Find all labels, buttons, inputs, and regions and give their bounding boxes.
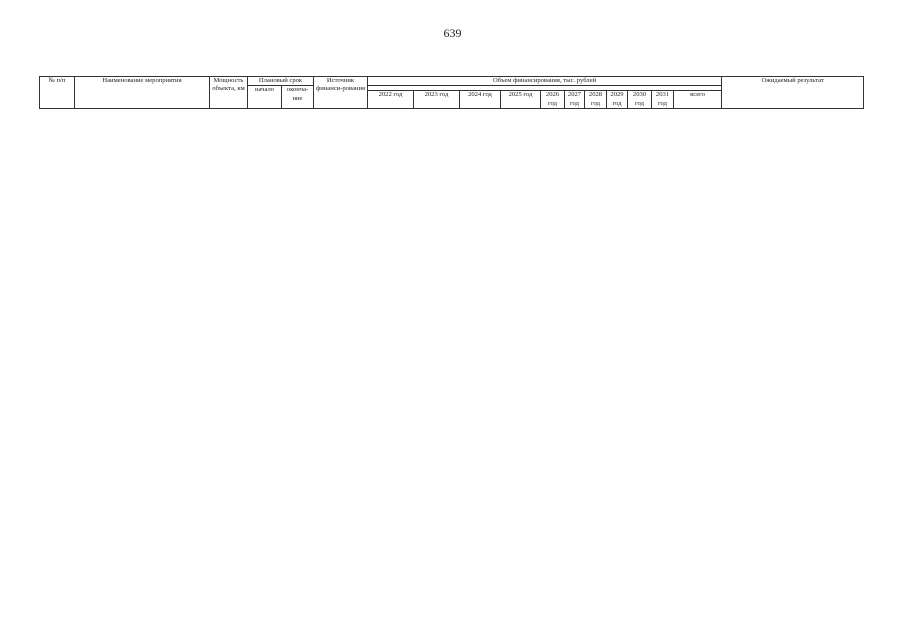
header-year: 2031 год	[652, 91, 674, 109]
header-year: 2029 год	[607, 91, 628, 109]
header-year: 2025 год	[501, 91, 541, 109]
header-volume: Объем финансирования, тыс. рублей	[368, 77, 722, 86]
page-number: 639	[443, 26, 462, 40]
header-source: Источник финанси-рования	[314, 77, 368, 109]
header-year: 2028 год	[585, 91, 607, 109]
header-name: Наименование мероприятия	[75, 77, 210, 109]
header-year: 2027 год	[565, 91, 585, 109]
financing-table	[39, 76, 864, 109]
header-term-end: оконча-ние	[282, 86, 314, 109]
header-year: 2024 год	[460, 91, 501, 109]
header-year: 2030 год	[628, 91, 652, 109]
header-year: 2023 год	[414, 91, 460, 109]
header-total: всего	[674, 91, 722, 109]
header-year: 2026 год	[541, 91, 565, 109]
header-term-start: начало	[248, 86, 282, 109]
header-num: № п/п	[40, 77, 75, 109]
header-row-1	[40, 77, 864, 86]
header-capacity: Мощность объекта, км	[210, 77, 248, 109]
header-result: Ожидаемый результат	[722, 77, 864, 109]
header-term: Плановый срок	[248, 77, 314, 86]
header-year: 2022 год	[368, 91, 414, 109]
